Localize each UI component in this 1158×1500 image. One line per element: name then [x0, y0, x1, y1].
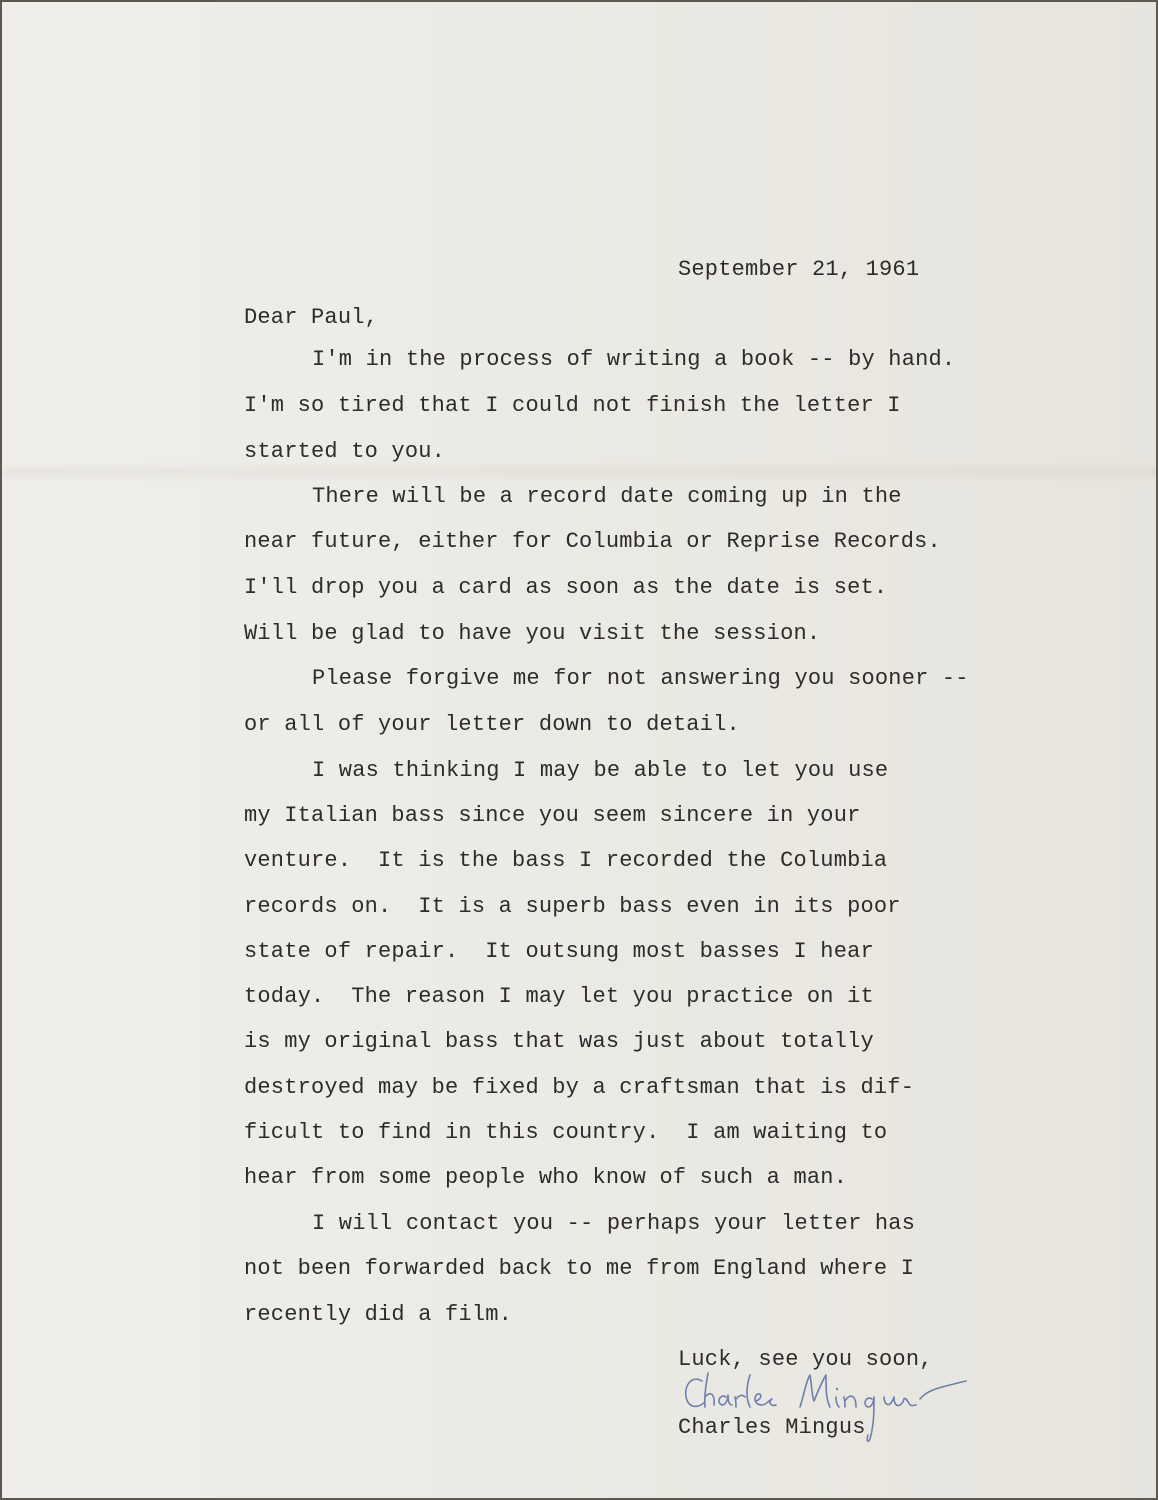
body-line: records on. It is a superb bass even in its poor [244, 894, 901, 919]
body-line: hear from some people who know of such a man. [244, 1165, 848, 1190]
body-line: Please forgive me for not answering you sooner -- [312, 666, 969, 691]
body-line: destroyed may be fixed by a craftsman that is dif- [244, 1075, 915, 1100]
letter-date: September 21, 1961 [678, 257, 920, 282]
body-line: state of repair. It outsung most basses I hear [244, 939, 874, 964]
letter-salutation: Dear Paul, [244, 305, 379, 330]
body-line: I'm in the process of writing a book -- by hand. [312, 347, 956, 372]
body-line: started to you. [244, 439, 446, 464]
body-line: my Italian bass since you seem sincere in your [244, 803, 861, 828]
body-line: is my original bass that was just about totally [244, 1029, 874, 1054]
body-line: today. The reason I may let you practice on it [244, 984, 874, 1009]
body-line: or all of your letter down to detail. [244, 712, 740, 737]
body-line: I'll drop you a card as soon as the date is set. [244, 575, 888, 600]
body-line: not been forwarded back to me from England where I [244, 1256, 915, 1281]
body-line: venture. It is the bass I recorded the Columbia [244, 848, 888, 873]
body-line: I was thinking I may be able to let you use [312, 758, 889, 783]
body-line: Will be glad to have you visit the session. [244, 621, 821, 646]
letter-closing: Luck, see you soon, [678, 1347, 933, 1372]
body-line: recently did a film. [244, 1302, 513, 1327]
letter-typed-signature: Charles Mingus [678, 1415, 866, 1440]
body-line: ficult to find in this country. I am waiting to [244, 1120, 888, 1145]
body-line: I will contact you -- perhaps your letter has [312, 1211, 916, 1236]
body-line: I'm so tired that I could not finish the letter I [244, 393, 901, 418]
body-line: There will be a record date coming up in the [312, 484, 902, 509]
body-line: near future, either for Columbia or Reprise Records. [244, 529, 941, 554]
